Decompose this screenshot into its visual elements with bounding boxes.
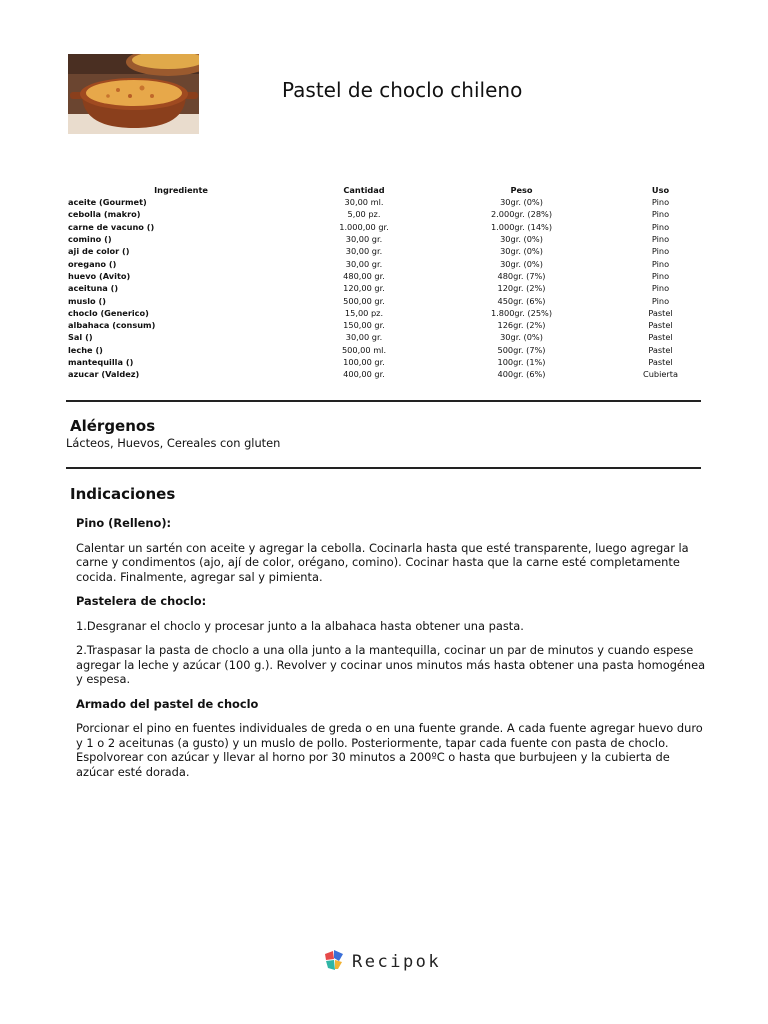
ingredient-quantity: 500,00 ml. xyxy=(341,344,387,355)
table-row xyxy=(68,282,712,294)
allergens-heading: Alérgenos xyxy=(70,417,156,435)
ingredient-quantity: 30,00 gr. xyxy=(345,234,383,245)
section-divider xyxy=(66,467,701,469)
ingredient-name: aji de color () xyxy=(68,246,130,257)
ingredient-weight: 120gr. (2%) xyxy=(497,283,546,294)
ingredient-name: mantequilla () xyxy=(68,357,134,367)
ingredient-use: Pastel xyxy=(648,344,673,355)
table-row xyxy=(68,233,712,245)
table-row xyxy=(68,221,712,233)
ingredient-quantity: 480,00 gr. xyxy=(343,270,385,281)
col-header-ingredient: Ingrediente xyxy=(154,185,208,195)
ingredients-table xyxy=(68,184,712,380)
ingredient-quantity: 1.000,00 gr. xyxy=(339,221,389,232)
instruction-paragraph: 1.Desgranar el choclo y procesar junto a la albahaca hasta obtener una pasta. xyxy=(76,618,524,633)
brand-name: Recipok xyxy=(352,952,442,972)
table-header-row xyxy=(68,184,712,196)
ingredient-weight: 126gr. (2%) xyxy=(497,320,546,331)
col-header-use: Uso xyxy=(651,185,670,195)
ingredient-use: Pino xyxy=(651,246,670,257)
table-row xyxy=(68,294,712,306)
ingredient-use: Cubierta xyxy=(642,369,678,380)
section-divider xyxy=(66,400,701,402)
table-row xyxy=(68,245,712,257)
ingredient-quantity: 150,00 gr. xyxy=(343,320,385,331)
table-row xyxy=(68,319,712,331)
ingredient-use: Pino xyxy=(651,197,670,208)
ingredient-quantity: 15,00 pz. xyxy=(344,307,384,318)
table-row xyxy=(68,307,712,319)
instructions-heading: Indicaciones xyxy=(70,485,176,503)
section-title-pino: Pino (Relleno): xyxy=(76,516,172,530)
ingredient-name: leche () xyxy=(68,344,103,355)
ingredient-use: Pastel xyxy=(648,320,673,331)
ingredient-weight: 1.000gr. (14%) xyxy=(490,221,553,232)
table-row xyxy=(68,368,712,380)
ingredient-name: azucar (Valdez) xyxy=(68,369,140,380)
ingredient-weight: 2.000gr. (28%) xyxy=(490,209,553,220)
instruction-paragraph: Porcionar el pino en fuentes individuales de greda o en una fuente grande. A cada fuente agregar huevo duro y 1 o 2 aceitunas (a gusto) y un muslo de pollo. Posteriormente, tapar cada fuente con pasta de choclo. Espolvorear con azúcar y llevar al horno por 30 minutos a 200ºC o hasta que burbujeen y la cubierta de azúcar esté dorada. xyxy=(76,721,703,779)
ingredient-use: Pastel xyxy=(648,332,673,343)
ingredient-name: huevo (Avito) xyxy=(68,270,131,281)
allergens-list: Lácteos, Huevos, Cereales con gluten xyxy=(66,436,281,450)
ingredient-quantity: 400,00 gr. xyxy=(343,369,385,380)
table-row xyxy=(68,356,712,368)
ingredient-weight: 480gr. (7%) xyxy=(497,270,546,281)
recipe-photo xyxy=(68,54,199,134)
table-row xyxy=(68,270,712,282)
ingredient-name: carne de vacuno () xyxy=(68,221,155,232)
ingredient-weight: 30gr. (0%) xyxy=(500,258,543,269)
col-header-weight: Peso xyxy=(510,185,533,195)
ingredient-weight: 400gr. (6%) xyxy=(497,369,546,380)
ingredient-name: aceituna () xyxy=(68,283,119,294)
ingredient-name: choclo (Generico) xyxy=(68,307,149,318)
table-row xyxy=(68,331,712,343)
section-title-pastelera: Pastelera de choclo: xyxy=(76,594,207,608)
ingredient-quantity: 5,00 pz. xyxy=(347,209,381,220)
ingredient-use: Pastel xyxy=(648,357,673,367)
table-row xyxy=(68,344,712,356)
ingredient-name: cebolla (makro) xyxy=(68,209,141,220)
ingredient-weight: 30gr. (0%) xyxy=(500,197,543,208)
ingredient-quantity: 30,00 gr. xyxy=(345,246,383,257)
ingredient-weight: 450gr. (6%) xyxy=(497,295,546,306)
recipe-title: Pastel de choclo chileno xyxy=(282,78,523,102)
table-row xyxy=(68,257,712,269)
ingredient-use: Pastel xyxy=(648,307,673,318)
ingredient-quantity: 30,00 gr. xyxy=(345,258,383,269)
ingredient-use: Pino xyxy=(651,209,670,220)
ingredient-weight: 500gr. (7%) xyxy=(497,344,546,355)
ingredient-quantity: 100,00 gr. xyxy=(343,357,385,367)
ingredient-weight: 30gr. (0%) xyxy=(500,246,543,257)
ingredient-weight: 30gr. (0%) xyxy=(500,332,543,343)
ingredient-quantity: 30,00 gr. xyxy=(345,332,383,343)
ingredient-name: comino () xyxy=(68,234,112,245)
ingredient-name: muslo () xyxy=(68,295,106,306)
instructions-body xyxy=(76,516,708,789)
col-header-quantity: Cantidad xyxy=(343,185,385,195)
ingredient-name: oregano () xyxy=(68,258,117,269)
ingredient-use: Pino xyxy=(651,270,670,281)
ingredient-use: Pino xyxy=(651,221,670,232)
ingredient-weight: 100gr. (1%) xyxy=(497,357,546,367)
footer xyxy=(322,948,441,976)
table-row xyxy=(68,196,712,208)
ingredient-use: Pino xyxy=(651,295,670,306)
ingredient-use: Pino xyxy=(651,234,670,245)
instruction-paragraph: Calentar un sartén con aceite y agregar la cebolla. Cocinarla hasta que esté transparente, luego agregar la carne y condimentos (ajo, ají de color, orégano, comino). Cocinar hasta que la carne esté completamente cocida. Finalmente, agregar sal y pimienta. xyxy=(76,540,689,584)
ingredient-name: albahaca (consum) xyxy=(68,320,156,331)
ingredient-quantity: 500,00 gr. xyxy=(343,295,385,306)
ingredient-quantity: 120,00 gr. xyxy=(343,283,385,294)
ingredient-name: Sal () xyxy=(68,332,93,343)
section-title-armado: Armado del pastel de choclo xyxy=(76,696,259,711)
ingredient-weight: 1.800gr. (25%) xyxy=(490,307,553,318)
ingredient-weight: 30gr. (0%) xyxy=(500,234,543,245)
ingredient-use: Pino xyxy=(651,258,670,269)
recipok-logo-icon xyxy=(322,948,346,976)
ingredient-name: aceite (Gourmet) xyxy=(68,197,147,208)
table-row xyxy=(68,208,712,220)
ingredient-quantity: 30,00 ml. xyxy=(344,197,384,208)
ingredient-use: Pino xyxy=(651,283,670,294)
instruction-paragraph: 2.Traspasar la pasta de choclo a una olla junto a la mantequilla, cocinar un par de minutos y cuando espese agregar la leche y azúcar (100 g.). Revolver y cocinar unos minutos más hasta obtener una pasta homogénea y espesa. xyxy=(76,643,706,686)
